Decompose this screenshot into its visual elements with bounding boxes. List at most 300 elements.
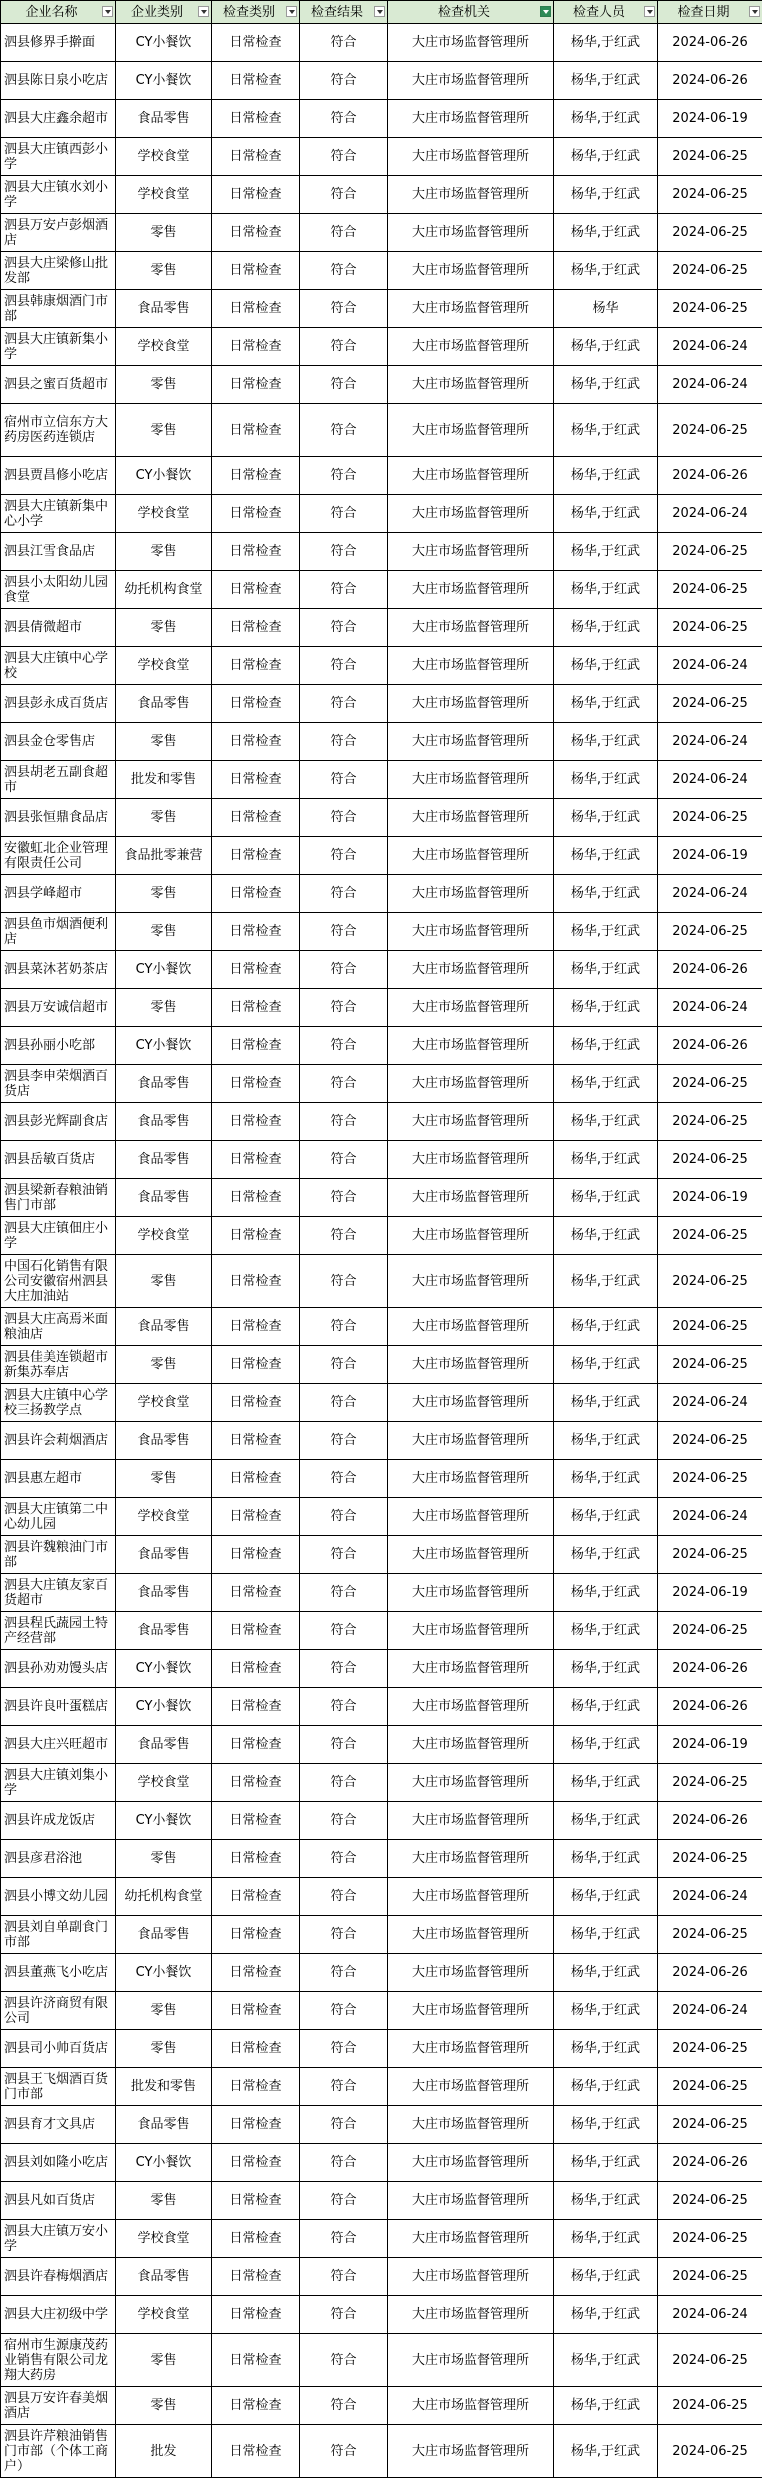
date-cell[interactable]: 2024-06-25 [658, 1840, 762, 1878]
filter-dropdown-icon[interactable] [374, 6, 385, 17]
category-cell[interactable]: CY小餐饮 [116, 2144, 212, 2182]
column-header[interactable] [388, 1, 554, 24]
table-row[interactable] [1, 24, 762, 62]
result-cell[interactable]: 符合 [300, 2182, 388, 2220]
inspector-cell[interactable]: 杨华 [554, 290, 658, 328]
result-cell[interactable]: 符合 [300, 837, 388, 875]
company-name-cell[interactable]: 泗县岳敏百货店 [1, 1141, 116, 1179]
inspector-cell[interactable]: 杨华,于红武 [554, 495, 658, 533]
authority-cell[interactable]: 大庄市场监督管理所 [388, 2334, 554, 2387]
category-cell[interactable]: 零售 [116, 799, 212, 837]
company-name-cell[interactable]: 泗县大庄镇中心学校 [1, 647, 116, 685]
inspector-cell[interactable]: 杨华,于红武 [554, 1141, 658, 1179]
category-cell[interactable]: 学校食堂 [116, 1384, 212, 1422]
result-cell[interactable]: 符合 [300, 366, 388, 404]
table-row[interactable] [1, 1536, 762, 1574]
inspector-cell[interactable]: 杨华,于红武 [554, 2334, 658, 2387]
result-cell[interactable]: 符合 [300, 1726, 388, 1764]
inspector-cell[interactable]: 杨华,于红武 [554, 913, 658, 951]
authority-cell[interactable]: 大庄市场监督管理所 [388, 457, 554, 495]
authority-cell[interactable]: 大庄市场监督管理所 [388, 2182, 554, 2220]
authority-cell[interactable]: 大庄市场监督管理所 [388, 533, 554, 571]
authority-cell[interactable]: 大庄市场监督管理所 [388, 2258, 554, 2296]
result-cell[interactable]: 符合 [300, 1422, 388, 1460]
inspection-type-cell[interactable]: 日常检查 [212, 1384, 300, 1422]
company-name-cell[interactable]: 泗县大庄镇西彭小学 [1, 138, 116, 176]
company-name-cell[interactable]: 泗县学峰超市 [1, 875, 116, 913]
inspection-type-cell[interactable]: 日常检查 [212, 1065, 300, 1103]
date-cell[interactable]: 2024-06-25 [658, 214, 762, 252]
inspector-cell[interactable]: 杨华,于红武 [554, 1650, 658, 1688]
inspector-cell[interactable]: 杨华,于红武 [554, 457, 658, 495]
authority-cell[interactable]: 大庄市场监督管理所 [388, 1065, 554, 1103]
inspection-type-cell[interactable]: 日常检查 [212, 1574, 300, 1612]
inspector-cell[interactable]: 杨华,于红武 [554, 366, 658, 404]
table-row[interactable] [1, 1065, 762, 1103]
company-name-cell[interactable]: 泗县小博文幼儿园 [1, 1878, 116, 1916]
authority-cell[interactable]: 大庄市场监督管理所 [388, 1141, 554, 1179]
result-cell[interactable]: 符合 [300, 2068, 388, 2106]
company-name-cell[interactable]: 泗县大庄镇万安小学 [1, 2220, 116, 2258]
result-cell[interactable]: 符合 [300, 533, 388, 571]
category-cell[interactable]: 零售 [116, 1346, 212, 1384]
table-row[interactable] [1, 951, 762, 989]
authority-cell[interactable]: 大庄市场监督管理所 [388, 799, 554, 837]
authority-cell[interactable]: 大庄市场监督管理所 [388, 366, 554, 404]
date-cell[interactable]: 2024-06-25 [658, 2106, 762, 2144]
authority-cell[interactable]: 大庄市场监督管理所 [388, 723, 554, 761]
company-name-cell[interactable]: 泗县大庄镇新集中心小学 [1, 495, 116, 533]
table-row[interactable] [1, 1574, 762, 1612]
date-cell[interactable]: 2024-06-25 [658, 252, 762, 290]
category-cell[interactable]: 批发和零售 [116, 761, 212, 799]
company-name-cell[interactable]: 泗县之蜜百货超市 [1, 366, 116, 404]
result-cell[interactable]: 符合 [300, 685, 388, 723]
company-name-cell[interactable]: 泗县韩康烟酒门市部 [1, 290, 116, 328]
authority-cell[interactable]: 大庄市场监督管理所 [388, 837, 554, 875]
result-cell[interactable]: 符合 [300, 2296, 388, 2334]
inspector-cell[interactable]: 杨华,于红武 [554, 2220, 658, 2258]
date-cell[interactable]: 2024-06-25 [658, 913, 762, 951]
authority-cell[interactable]: 大庄市场监督管理所 [388, 1612, 554, 1650]
authority-cell[interactable]: 大庄市场监督管理所 [388, 1255, 554, 1308]
inspection-type-cell[interactable]: 日常检查 [212, 1255, 300, 1308]
inspection-type-cell[interactable]: 日常检查 [212, 138, 300, 176]
inspection-type-cell[interactable]: 日常检查 [212, 1536, 300, 1574]
authority-cell[interactable]: 大庄市场监督管理所 [388, 1536, 554, 1574]
inspector-cell[interactable]: 杨华,于红武 [554, 533, 658, 571]
date-cell[interactable]: 2024-06-25 [658, 1764, 762, 1802]
filter-dropdown-icon[interactable] [198, 6, 209, 17]
inspector-cell[interactable]: 杨华,于红武 [554, 2425, 658, 2478]
result-cell[interactable]: 符合 [300, 1103, 388, 1141]
authority-cell[interactable]: 大庄市场监督管理所 [388, 989, 554, 1027]
inspector-cell[interactable]: 杨华,于红武 [554, 2068, 658, 2106]
category-cell[interactable]: 零售 [116, 1840, 212, 1878]
table-row[interactable] [1, 2030, 762, 2068]
company-name-cell[interactable]: 泗县大庄镇刘集小学 [1, 1764, 116, 1802]
company-name-cell[interactable]: 泗县程氏蔬园土特产经营部 [1, 1612, 116, 1650]
table-row[interactable] [1, 2258, 762, 2296]
inspector-cell[interactable]: 杨华,于红武 [554, 571, 658, 609]
filter-dropdown-icon[interactable] [286, 6, 297, 17]
date-cell[interactable]: 2024-06-25 [658, 2030, 762, 2068]
result-cell[interactable]: 符合 [300, 1916, 388, 1954]
inspection-type-cell[interactable]: 日常检查 [212, 1217, 300, 1255]
inspector-cell[interactable]: 杨华,于红武 [554, 1726, 658, 1764]
result-cell[interactable]: 符合 [300, 951, 388, 989]
category-cell[interactable]: 零售 [116, 533, 212, 571]
date-cell[interactable]: 2024-06-25 [658, 404, 762, 457]
table-row[interactable] [1, 2182, 762, 2220]
table-row[interactable] [1, 214, 762, 252]
result-cell[interactable]: 符合 [300, 2387, 388, 2425]
date-cell[interactable]: 2024-06-24 [658, 328, 762, 366]
result-cell[interactable]: 符合 [300, 1308, 388, 1346]
date-cell[interactable]: 2024-06-19 [658, 100, 762, 138]
table-row[interactable] [1, 1027, 762, 1065]
date-cell[interactable]: 2024-06-25 [658, 685, 762, 723]
category-cell[interactable]: 零售 [116, 1255, 212, 1308]
authority-cell[interactable]: 大庄市场监督管理所 [388, 2425, 554, 2478]
inspection-type-cell[interactable]: 日常检查 [212, 100, 300, 138]
inspection-type-cell[interactable]: 日常检查 [212, 2258, 300, 2296]
inspector-cell[interactable]: 杨华,于红武 [554, 609, 658, 647]
date-cell[interactable]: 2024-06-24 [658, 366, 762, 404]
result-cell[interactable]: 符合 [300, 2144, 388, 2182]
company-name-cell[interactable]: 泗县李申荣烟酒百货店 [1, 1065, 116, 1103]
inspection-type-cell[interactable]: 日常检查 [212, 913, 300, 951]
authority-cell[interactable]: 大庄市场监督管理所 [388, 2387, 554, 2425]
inspection-type-cell[interactable]: 日常检查 [212, 1840, 300, 1878]
inspector-cell[interactable]: 杨华,于红武 [554, 647, 658, 685]
category-cell[interactable]: 学校食堂 [116, 495, 212, 533]
authority-cell[interactable]: 大庄市场监督管理所 [388, 1764, 554, 1802]
inspection-type-cell[interactable]: 日常检查 [212, 2220, 300, 2258]
result-cell[interactable]: 符合 [300, 761, 388, 799]
result-cell[interactable]: 符合 [300, 723, 388, 761]
authority-cell[interactable]: 大庄市场监督管理所 [388, 1179, 554, 1217]
company-name-cell[interactable]: 泗县大庄高焉米面粮油店 [1, 1308, 116, 1346]
result-cell[interactable]: 符合 [300, 495, 388, 533]
company-name-cell[interactable]: 泗县金仓零售店 [1, 723, 116, 761]
authority-cell[interactable]: 大庄市场监督管理所 [388, 138, 554, 176]
table-row[interactable] [1, 2144, 762, 2182]
result-cell[interactable]: 符合 [300, 1992, 388, 2030]
inspection-type-cell[interactable]: 日常检查 [212, 1308, 300, 1346]
result-cell[interactable]: 符合 [300, 2258, 388, 2296]
category-cell[interactable]: CY小餐饮 [116, 951, 212, 989]
authority-cell[interactable]: 大庄市场监督管理所 [388, 761, 554, 799]
filter-dropdown-icon[interactable] [749, 6, 760, 17]
table-row[interactable] [1, 366, 762, 404]
result-cell[interactable]: 符合 [300, 404, 388, 457]
category-cell[interactable]: 零售 [116, 875, 212, 913]
result-cell[interactable]: 符合 [300, 2220, 388, 2258]
date-cell[interactable]: 2024-06-25 [658, 2387, 762, 2425]
date-cell[interactable]: 2024-06-25 [658, 1255, 762, 1308]
company-name-cell[interactable]: 泗县佳美连锁超市新集苏奉店 [1, 1346, 116, 1384]
result-cell[interactable]: 符合 [300, 1141, 388, 1179]
date-cell[interactable]: 2024-06-26 [658, 457, 762, 495]
inspection-type-cell[interactable]: 日常检查 [212, 951, 300, 989]
inspector-cell[interactable]: 杨华,于红武 [554, 1065, 658, 1103]
table-row[interactable] [1, 404, 762, 457]
category-cell[interactable]: 学校食堂 [116, 1217, 212, 1255]
inspection-type-cell[interactable]: 日常检查 [212, 2425, 300, 2478]
date-cell[interactable]: 2024-06-24 [658, 723, 762, 761]
date-cell[interactable]: 2024-06-19 [658, 1726, 762, 1764]
company-name-cell[interactable]: 泗县孙劝劝馒头店 [1, 1650, 116, 1688]
company-name-cell[interactable]: 泗县刘如隆小吃店 [1, 2144, 116, 2182]
inspector-cell[interactable]: 杨华,于红武 [554, 723, 658, 761]
result-cell[interactable]: 符合 [300, 1574, 388, 1612]
inspection-type-cell[interactable]: 日常检查 [212, 989, 300, 1027]
table-row[interactable] [1, 2334, 762, 2387]
table-row[interactable] [1, 1878, 762, 1916]
company-name-cell[interactable]: 泗县万安许春美烟酒店 [1, 2387, 116, 2425]
table-row[interactable] [1, 989, 762, 1027]
date-cell[interactable]: 2024-06-25 [658, 571, 762, 609]
company-name-cell[interactable]: 泗县惠左超市 [1, 1460, 116, 1498]
category-cell[interactable]: 零售 [116, 2030, 212, 2068]
inspector-cell[interactable]: 杨华,于红武 [554, 1384, 658, 1422]
result-cell[interactable]: 符合 [300, 328, 388, 366]
category-cell[interactable]: 食品零售 [116, 685, 212, 723]
result-cell[interactable]: 符合 [300, 1878, 388, 1916]
date-cell[interactable]: 2024-06-25 [658, 2182, 762, 2220]
date-cell[interactable]: 2024-06-19 [658, 1179, 762, 1217]
inspection-type-cell[interactable]: 日常检查 [212, 723, 300, 761]
inspector-cell[interactable]: 杨华,于红武 [554, 2258, 658, 2296]
authority-cell[interactable]: 大庄市场监督管理所 [388, 571, 554, 609]
result-cell[interactable]: 符合 [300, 290, 388, 328]
date-cell[interactable]: 2024-06-24 [658, 761, 762, 799]
inspector-cell[interactable]: 杨华,于红武 [554, 761, 658, 799]
inspector-cell[interactable]: 杨华,于红武 [554, 685, 658, 723]
inspection-type-cell[interactable]: 日常检查 [212, 1027, 300, 1065]
table-row[interactable] [1, 457, 762, 495]
table-row[interactable] [1, 913, 762, 951]
company-name-cell[interactable]: 泗县凡如百货店 [1, 2182, 116, 2220]
inspector-cell[interactable]: 杨华,于红武 [554, 1460, 658, 1498]
inspection-type-cell[interactable]: 日常检查 [212, 1141, 300, 1179]
category-cell[interactable]: 零售 [116, 252, 212, 290]
inspector-cell[interactable]: 杨华,于红武 [554, 837, 658, 875]
filter-dropdown-icon[interactable] [644, 6, 655, 17]
date-cell[interactable]: 2024-06-25 [658, 533, 762, 571]
category-cell[interactable]: 零售 [116, 913, 212, 951]
category-cell[interactable]: 食品零售 [116, 2258, 212, 2296]
authority-cell[interactable]: 大庄市场监督管理所 [388, 1346, 554, 1384]
category-cell[interactable]: 学校食堂 [116, 138, 212, 176]
company-name-cell[interactable]: 泗县许济商贸有限公司 [1, 1992, 116, 2030]
result-cell[interactable]: 符合 [300, 1065, 388, 1103]
authority-cell[interactable]: 大庄市场监督管理所 [388, 24, 554, 62]
date-cell[interactable]: 2024-06-19 [658, 1574, 762, 1612]
authority-cell[interactable]: 大庄市场监督管理所 [388, 2220, 554, 2258]
result-cell[interactable]: 符合 [300, 799, 388, 837]
authority-cell[interactable]: 大庄市场监督管理所 [388, 1688, 554, 1726]
authority-cell[interactable]: 大庄市场监督管理所 [388, 951, 554, 989]
inspection-type-cell[interactable]: 日常检查 [212, 176, 300, 214]
category-cell[interactable]: 学校食堂 [116, 1764, 212, 1802]
inspection-type-cell[interactable]: 日常检查 [212, 1878, 300, 1916]
table-row[interactable] [1, 62, 762, 100]
company-name-cell[interactable]: 泗县王飞烟酒百货门市部 [1, 2068, 116, 2106]
date-cell[interactable]: 2024-06-26 [658, 1954, 762, 1992]
authority-cell[interactable]: 大庄市场监督管理所 [388, 1802, 554, 1840]
category-cell[interactable]: 学校食堂 [116, 647, 212, 685]
category-cell[interactable]: 零售 [116, 1460, 212, 1498]
table-row[interactable] [1, 799, 762, 837]
table-row[interactable] [1, 571, 762, 609]
result-cell[interactable]: 符合 [300, 1217, 388, 1255]
table-row[interactable] [1, 1103, 762, 1141]
inspection-type-cell[interactable]: 日常检查 [212, 647, 300, 685]
company-name-cell[interactable]: 泗县张恒鼎食品店 [1, 799, 116, 837]
inspector-cell[interactable]: 杨华,于红武 [554, 1802, 658, 1840]
result-cell[interactable]: 符合 [300, 457, 388, 495]
result-cell[interactable]: 符合 [300, 1460, 388, 1498]
date-cell[interactable]: 2024-06-25 [658, 2220, 762, 2258]
inspection-type-cell[interactable]: 日常检查 [212, 761, 300, 799]
result-cell[interactable]: 符合 [300, 875, 388, 913]
company-name-cell[interactable]: 泗县菜沐茗奶茶店 [1, 951, 116, 989]
category-cell[interactable]: CY小餐饮 [116, 24, 212, 62]
category-cell[interactable]: 零售 [116, 214, 212, 252]
company-name-cell[interactable]: 泗县江雪食品店 [1, 533, 116, 571]
category-cell[interactable]: CY小餐饮 [116, 1027, 212, 1065]
category-cell[interactable]: CY小餐饮 [116, 1650, 212, 1688]
authority-cell[interactable]: 大庄市场监督管理所 [388, 1498, 554, 1536]
result-cell[interactable]: 符合 [300, 252, 388, 290]
inspection-type-cell[interactable]: 日常检查 [212, 457, 300, 495]
inspection-type-cell[interactable]: 日常检查 [212, 571, 300, 609]
inspection-type-cell[interactable]: 日常检查 [212, 252, 300, 290]
table-row[interactable] [1, 1308, 762, 1346]
company-name-cell[interactable]: 泗县大庄镇中心学校三扬教学点 [1, 1384, 116, 1422]
category-cell[interactable]: 零售 [116, 1992, 212, 2030]
inspection-type-cell[interactable]: 日常检查 [212, 1612, 300, 1650]
inspection-type-cell[interactable]: 日常检查 [212, 1650, 300, 1688]
date-cell[interactable]: 2024-06-25 [658, 1346, 762, 1384]
date-cell[interactable]: 2024-06-24 [658, 989, 762, 1027]
inspection-type-cell[interactable]: 日常检查 [212, 1916, 300, 1954]
inspector-cell[interactable]: 杨华,于红武 [554, 1688, 658, 1726]
date-cell[interactable]: 2024-06-25 [658, 1460, 762, 1498]
table-row[interactable] [1, 1217, 762, 1255]
result-cell[interactable]: 符合 [300, 989, 388, 1027]
table-row[interactable] [1, 1954, 762, 1992]
date-cell[interactable]: 2024-06-24 [658, 1384, 762, 1422]
authority-cell[interactable]: 大庄市场监督管理所 [388, 685, 554, 723]
inspector-cell[interactable]: 杨华,于红武 [554, 138, 658, 176]
table-row[interactable] [1, 2068, 762, 2106]
authority-cell[interactable]: 大庄市场监督管理所 [388, 875, 554, 913]
inspector-cell[interactable]: 杨华,于红武 [554, 799, 658, 837]
table-row[interactable] [1, 328, 762, 366]
inspector-cell[interactable]: 杨华,于红武 [554, 2030, 658, 2068]
result-cell[interactable]: 符合 [300, 1027, 388, 1065]
inspector-cell[interactable]: 杨华,于红武 [554, 1612, 658, 1650]
result-cell[interactable]: 符合 [300, 1802, 388, 1840]
inspector-cell[interactable]: 杨华,于红武 [554, 2182, 658, 2220]
date-cell[interactable]: 2024-06-19 [658, 837, 762, 875]
category-cell[interactable]: 食品零售 [116, 1916, 212, 1954]
date-cell[interactable]: 2024-06-26 [658, 24, 762, 62]
authority-cell[interactable]: 大庄市场监督管理所 [388, 1878, 554, 1916]
category-cell[interactable]: 学校食堂 [116, 2220, 212, 2258]
inspection-type-cell[interactable]: 日常检查 [212, 328, 300, 366]
category-cell[interactable]: 零售 [116, 366, 212, 404]
inspection-type-cell[interactable]: 日常检查 [212, 2106, 300, 2144]
inspector-cell[interactable]: 杨华,于红武 [554, 2387, 658, 2425]
table-row[interactable] [1, 1498, 762, 1536]
date-cell[interactable]: 2024-06-24 [658, 1878, 762, 1916]
result-cell[interactable]: 符合 [300, 214, 388, 252]
table-row[interactable] [1, 1764, 762, 1802]
table-row[interactable] [1, 1346, 762, 1384]
result-cell[interactable]: 符合 [300, 1498, 388, 1536]
date-cell[interactable]: 2024-06-25 [658, 1141, 762, 1179]
company-name-cell[interactable]: 泗县鱼市烟酒便利店 [1, 913, 116, 951]
inspector-cell[interactable]: 杨华,于红武 [554, 1954, 658, 1992]
category-cell[interactable]: CY小餐饮 [116, 1954, 212, 1992]
category-cell[interactable]: 零售 [116, 2387, 212, 2425]
category-cell[interactable]: 零售 [116, 2334, 212, 2387]
category-cell[interactable]: 食品零售 [116, 1612, 212, 1650]
company-name-cell[interactable]: 泗县许春梅烟酒店 [1, 2258, 116, 2296]
filter-dropdown-icon[interactable] [102, 6, 113, 17]
filter-active-icon[interactable] [540, 6, 551, 17]
date-cell[interactable]: 2024-06-25 [658, 799, 762, 837]
inspector-cell[interactable]: 杨华,于红武 [554, 328, 658, 366]
category-cell[interactable]: 食品零售 [116, 290, 212, 328]
category-cell[interactable]: 食品批零兼营 [116, 837, 212, 875]
company-name-cell[interactable]: 宿州市立信东方大药房医药连锁店 [1, 404, 116, 457]
result-cell[interactable]: 符合 [300, 913, 388, 951]
inspector-cell[interactable]: 杨华,于红武 [554, 252, 658, 290]
authority-cell[interactable]: 大庄市场监督管理所 [388, 2296, 554, 2334]
table-row[interactable] [1, 533, 762, 571]
inspection-type-cell[interactable]: 日常检查 [212, 1802, 300, 1840]
table-row[interactable] [1, 1726, 762, 1764]
inspection-type-cell[interactable]: 日常检查 [212, 1460, 300, 1498]
company-name-cell[interactable]: 泗县小太阳幼儿园食堂 [1, 571, 116, 609]
category-cell[interactable]: 食品零售 [116, 1726, 212, 1764]
inspection-type-cell[interactable]: 日常检查 [212, 2068, 300, 2106]
date-cell[interactable]: 2024-06-25 [658, 2425, 762, 2478]
table-row[interactable] [1, 1384, 762, 1422]
inspector-cell[interactable]: 杨华,于红武 [554, 2144, 658, 2182]
authority-cell[interactable]: 大庄市场监督管理所 [388, 2106, 554, 2144]
authority-cell[interactable]: 大庄市场监督管理所 [388, 2144, 554, 2182]
company-name-cell[interactable]: 泗县万安卢彭烟酒店 [1, 214, 116, 252]
table-row[interactable] [1, 837, 762, 875]
date-cell[interactable]: 2024-06-25 [658, 2258, 762, 2296]
category-cell[interactable]: CY小餐饮 [116, 1688, 212, 1726]
table-row[interactable] [1, 176, 762, 214]
category-cell[interactable]: 食品零售 [116, 1065, 212, 1103]
table-row[interactable] [1, 761, 762, 799]
inspection-type-cell[interactable]: 日常检查 [212, 495, 300, 533]
inspector-cell[interactable]: 杨华,于红武 [554, 1422, 658, 1460]
inspection-type-cell[interactable]: 日常检查 [212, 1498, 300, 1536]
inspector-cell[interactable]: 杨华,于红武 [554, 1217, 658, 1255]
table-row[interactable] [1, 495, 762, 533]
company-name-cell[interactable]: 泗县许成龙饭店 [1, 1802, 116, 1840]
